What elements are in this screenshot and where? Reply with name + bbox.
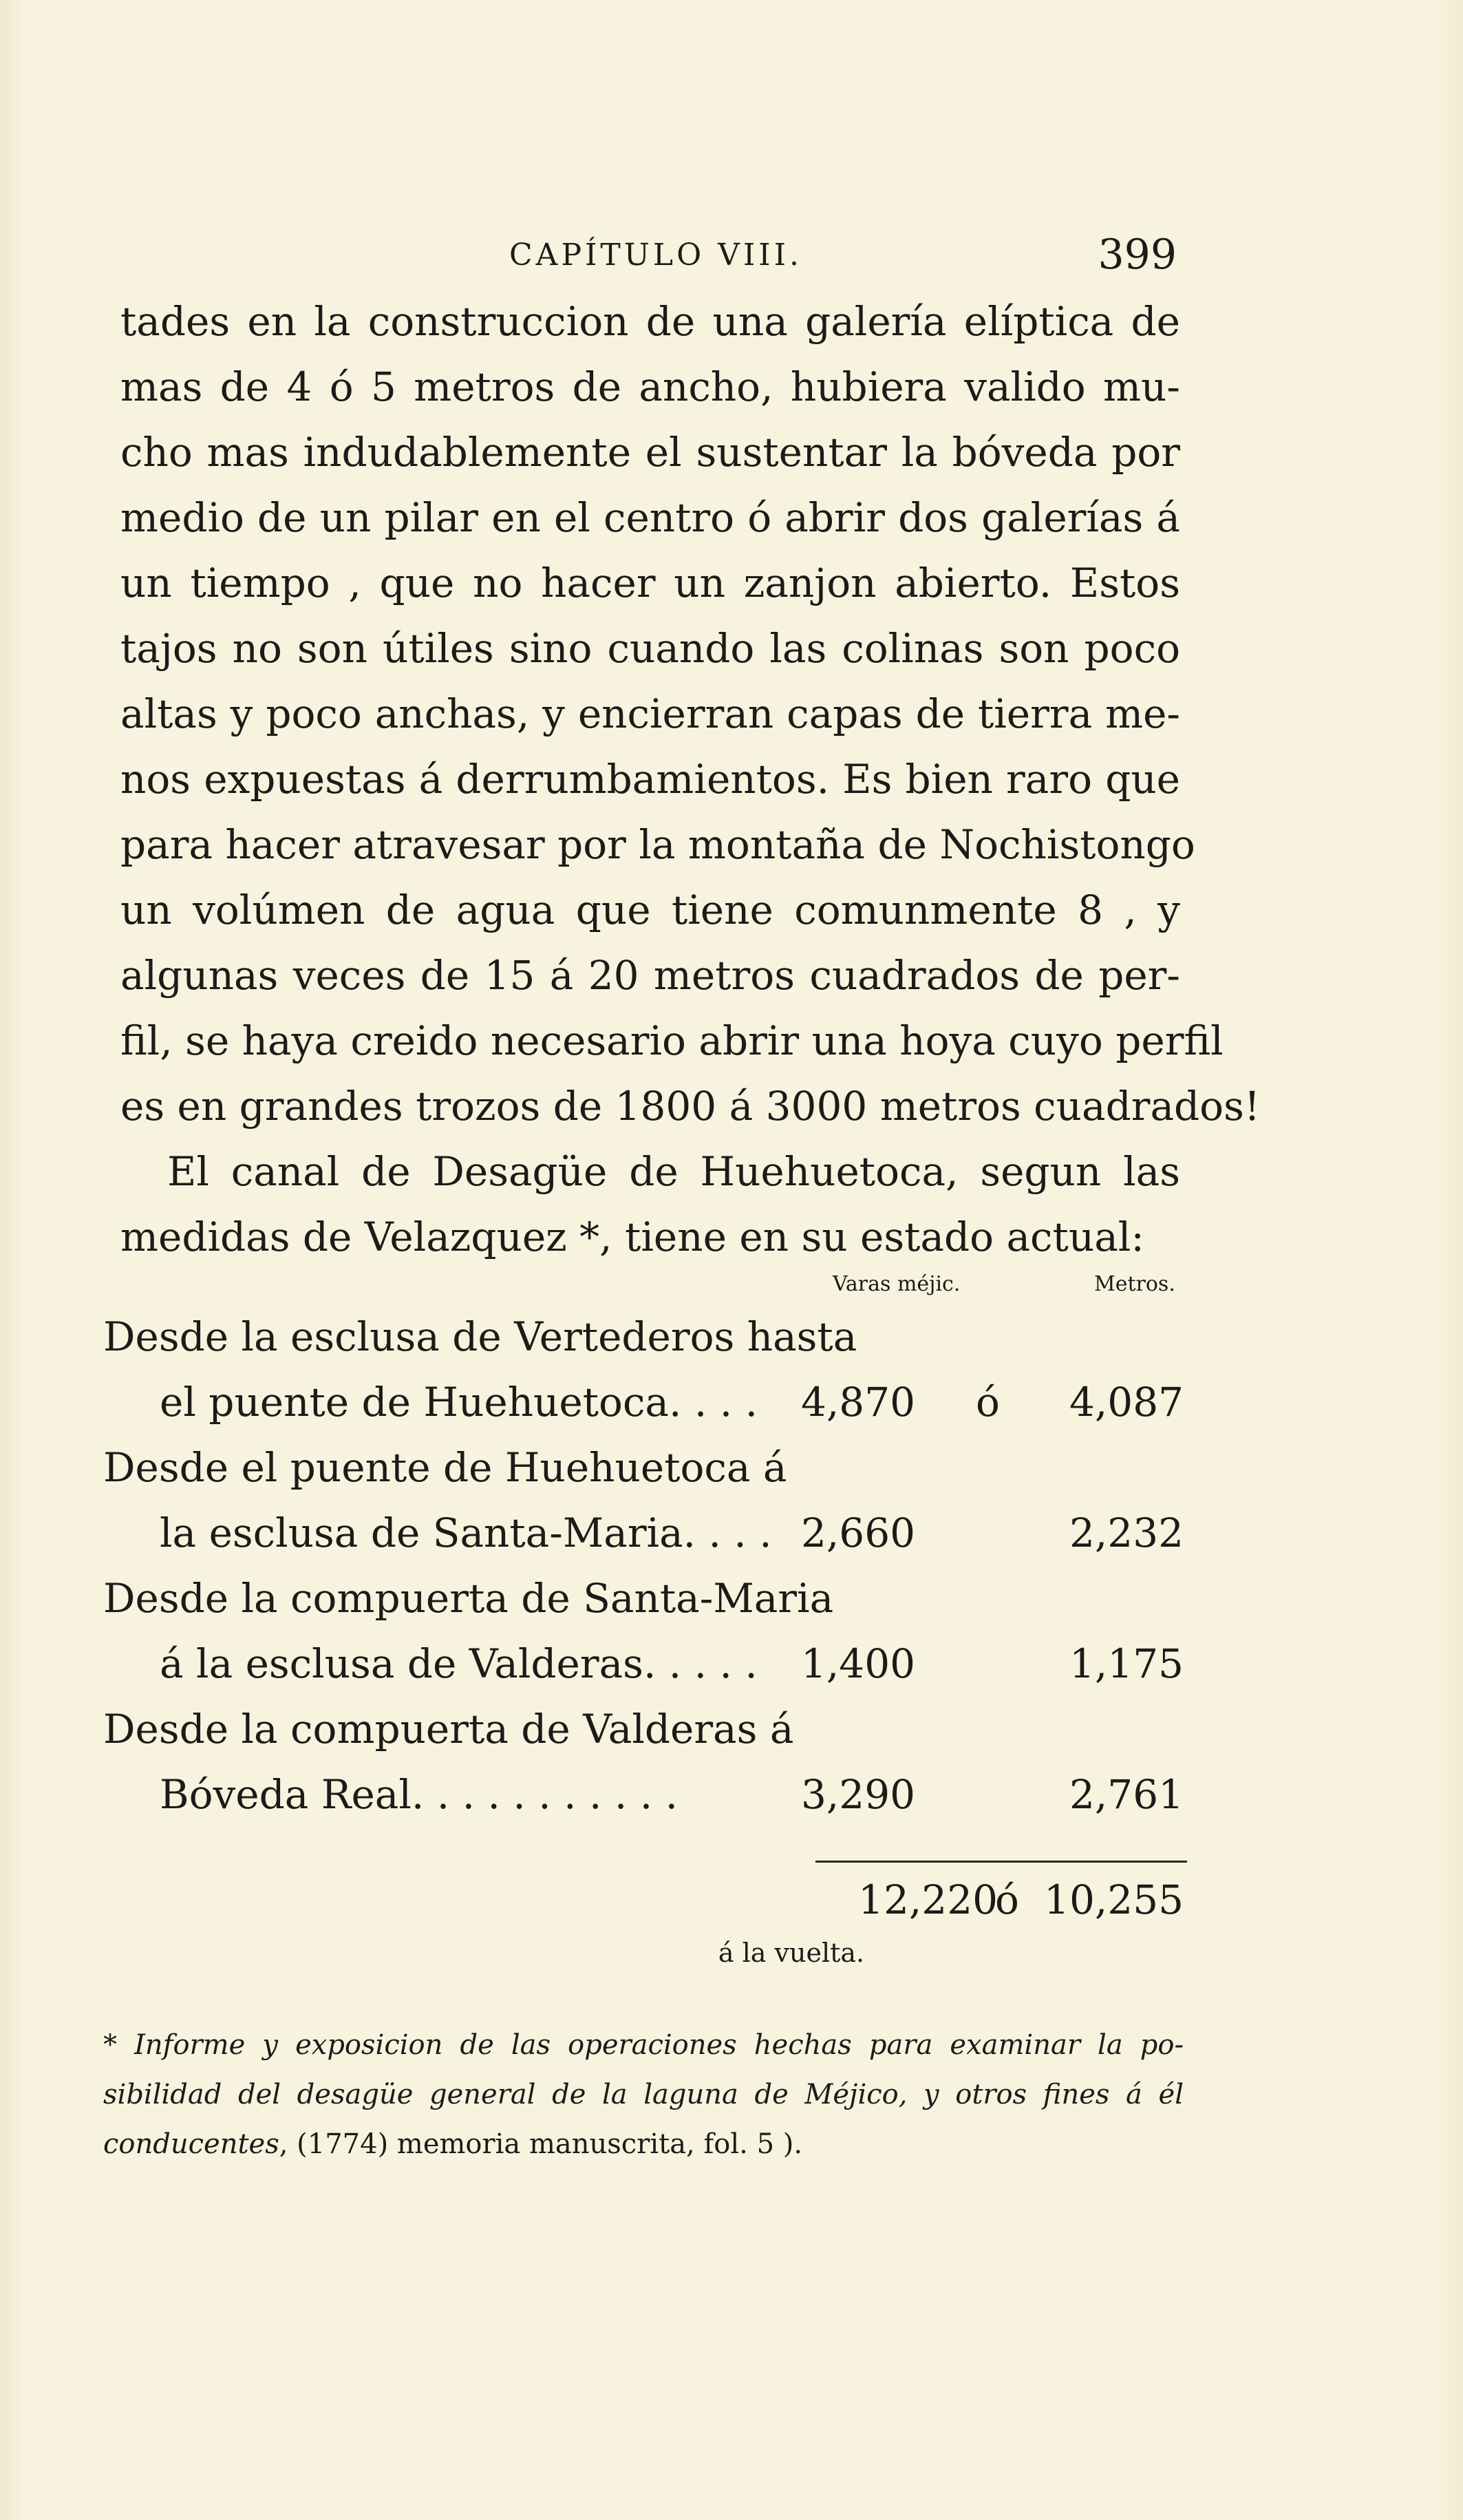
row-label: Bóveda Real. . . . . . . . . . . [160,1771,679,1818]
footnote [103,2020,1184,2169]
table-column-headers [833,1272,1190,1306]
total-metros: 10,255 [1044,1876,1184,1923]
body-paragraph [120,289,1261,1270]
sum-rule [815,1861,1187,1863]
footnote-italic-part: conducentes [103,2128,279,2160]
varas-value: 4,870 [800,1379,915,1426]
text-line: medidas de Velazquez *, tiene en su estado actual: [120,1214,1144,1260]
text-line: altas y poco anchas, y encierran capas de tierra me- [120,690,1180,737]
row-label: Desde la compuerta de Valderas á [103,1706,794,1753]
table-row [103,1566,1184,1631]
round-trip-note: á la vuelta. [718,1938,865,1968]
varas-value: 1,400 [800,1640,915,1687]
text-line: fil, se haya creido necesario abrir una hoya cuyo perfil [120,1017,1224,1064]
text-line: El canal de Desagüe de Huehuetoca, segun las [167,1148,1180,1195]
table-row [103,1762,1184,1828]
footnote-line: sibilidad del desagüe general de la laguna de Méjico, y otros fines á él [103,2079,1184,2110]
text-line: es en grandes trozos de 1800 á 3000 metros cuadrados! [120,1083,1261,1130]
metros-value: 2,232 [1069,1510,1184,1556]
row-label: Desde el puente de Huehuetoca á [103,1444,787,1491]
col-head-varas: Varas méjic. [833,1272,961,1296]
table-row [103,1304,1184,1370]
table-row [103,1370,1184,1435]
running-header [509,231,1184,286]
row-label: la esclusa de Santa-Maria. . . . [160,1510,772,1556]
col-head-metros: Metros. [1094,1272,1175,1296]
text-line: tades en la construccion de una galería elíptica de [120,298,1180,345]
text-line: medio de un pilar en el centro ó abrir dos galerías á [120,494,1180,541]
text-line: para hacer atravesar por la montaña de Nochistongo [120,821,1195,868]
chapter-heading: CAPÍTULO VIII. [509,237,803,273]
table-row [103,1501,1184,1566]
row-label: á la esclusa de Valderas. . . . . [160,1640,758,1687]
metros-value: 1,175 [1069,1640,1184,1687]
table-row [103,1435,1184,1501]
page-number: 399 [1098,231,1177,279]
text-line: cho mas indudablemente el sustentar la bóveda por [120,429,1180,476]
row-label: Desde la compuerta de Santa-Maria [103,1575,834,1622]
total-row [791,1869,1184,1931]
text-line: algunas veces de 15 á 20 metros cuadrados de per- [120,952,1180,999]
text-line: tajos no son útiles sino cuando las colinas son poco [120,625,1180,672]
table-row [103,1697,1184,1762]
varas-value: 2,660 [800,1510,915,1556]
varas-value: 3,290 [800,1771,915,1818]
conjunction: ó [995,1876,1019,1923]
text-line: mas de 4 ó 5 metros de ancho, hubiera valido mu- [120,363,1180,410]
metros-value: 2,761 [1069,1771,1184,1818]
table-row [103,1631,1184,1697]
conjunction: ó [976,1379,1000,1426]
metros-value: 4,087 [1069,1379,1184,1426]
row-label: Desde la esclusa de Vertederos hasta [103,1313,857,1360]
row-label: el puente de Huehuetoca. . . . [160,1379,758,1426]
distance-table [103,1304,1184,1828]
footnote-line: * Informe y exposicion de las operaciones hechas para examinar la po- [103,2029,1184,2061]
text-line: nos expuestas á derrumbamientos. Es bien raro que [120,756,1180,803]
footnote-roman-part: , (1774) memoria manuscrita, fol. 5 ). [279,2128,803,2160]
text-line: un tiempo , que no hacer un zanjon abierto. Estos [120,560,1180,606]
text-line: un volúmen de agua que tiene comunmente 8 , y [120,887,1180,933]
total-varas: 12,220 [858,1876,998,1923]
footnote-line [103,2119,1184,2169]
